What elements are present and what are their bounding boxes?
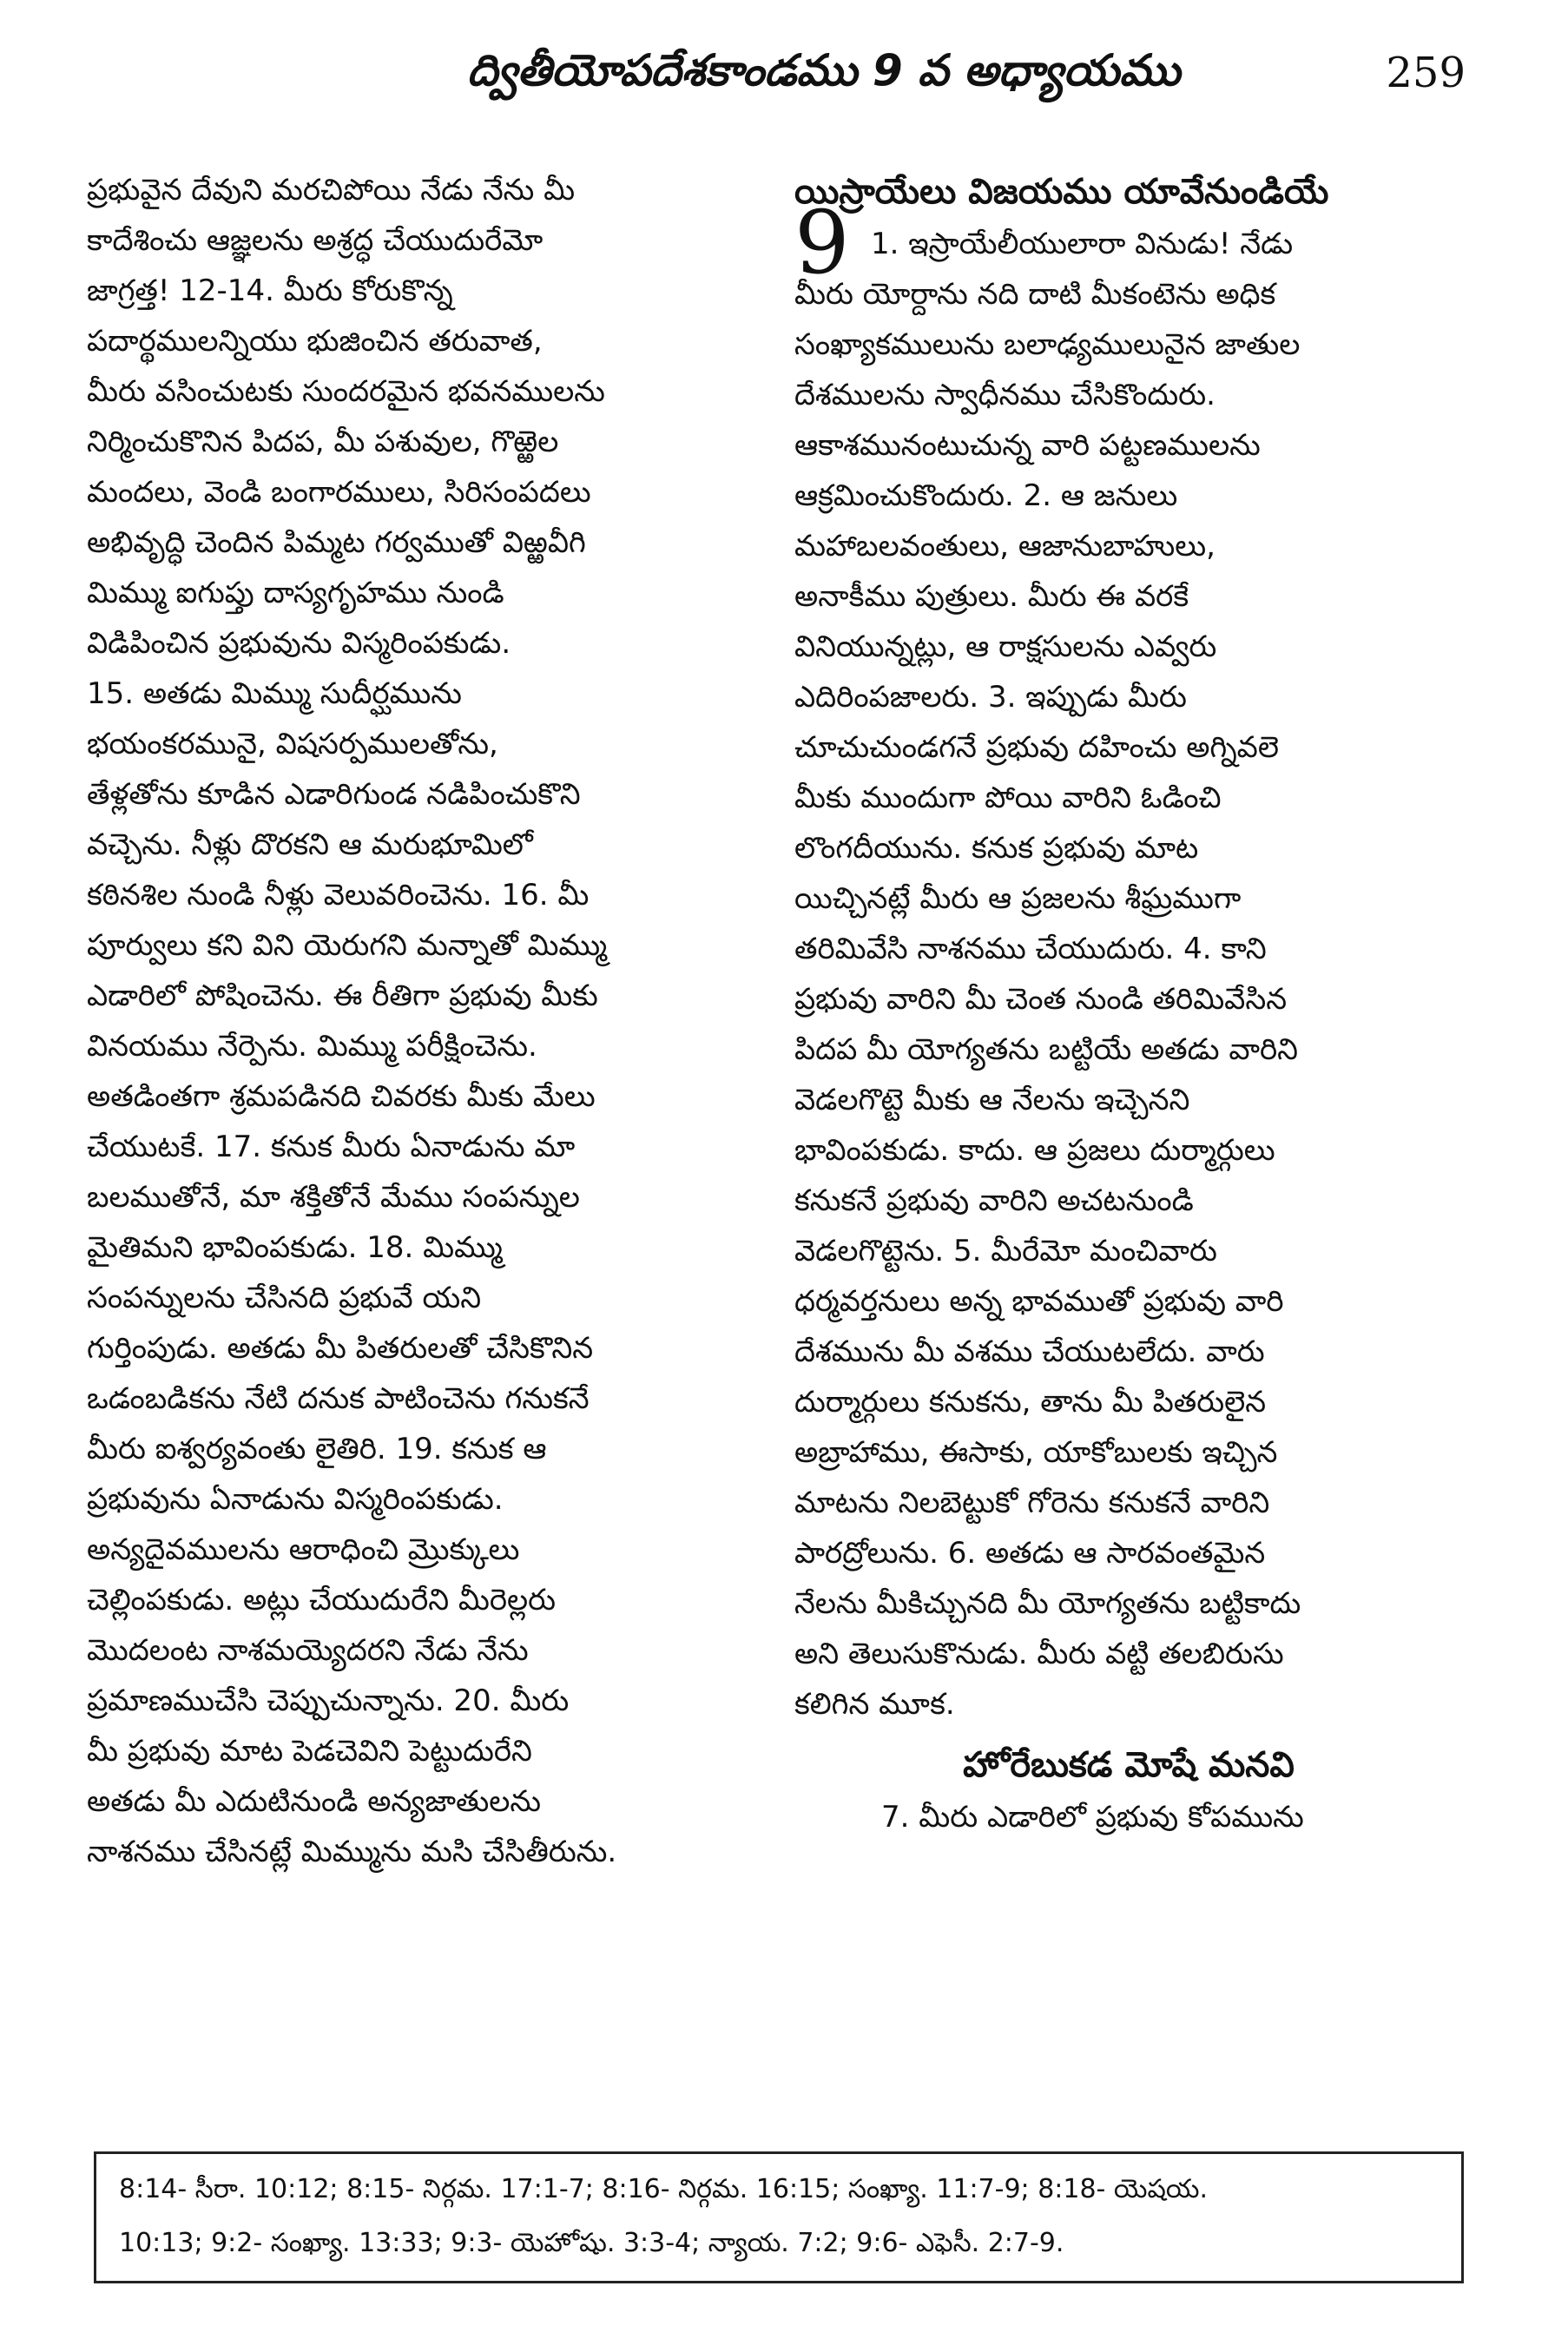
text-line: మాటను నిలబెట్టుకో గోరెను కనుకనే వారిని: [794, 1486, 1270, 1520]
text-line: ఒడంబడికను నేటి దనుక పాటించెను గనుకనే: [87, 1381, 590, 1416]
text-line: బలముతోనే, మా శక్తితోనే మేము సంపన్నుల: [87, 1180, 580, 1215]
text-line: ప్రభువైన దేవుని మరచిపోయి నేడు నేను మీ: [87, 173, 576, 208]
verse-text: 1. ఇస్రాయేలీయులారా వినుడు! నేడు: [871, 227, 1294, 261]
text-line: మీరు ఐశ్వర్యవంతు లైతిరి. 19. కనుక ఆ: [87, 1432, 547, 1466]
text-line: లొంగదీయును. కనుక ప్రభువు మాట: [794, 831, 1199, 866]
text-line: గుర్తింపుడు. అతడు మీ పితరులతో చేసికొనిన: [87, 1331, 594, 1366]
text-line: వినయము నేర్పెను. మిమ్ము పరీక్షించెను.: [87, 1029, 537, 1064]
verse-line: 7. మీరు ఎడారిలో ప్రభువు కోపమును: [881, 1800, 1304, 1835]
text-line: ఎదిరింపజాలరు. 3. ఇప్పుడు మీరు: [794, 680, 1187, 715]
text-line: మీకు ముందుగా పోయి వారిని ఓడించి: [794, 781, 1222, 815]
text-line: అబ్రాహాము, ఈసాకు, యాకోబులకు ఇచ్చిన: [794, 1435, 1278, 1470]
text-line: వచ్చెను. నీళ్లు దొరకని ఆ మరుభూమిలో: [87, 827, 533, 862]
text-line: ఆక్రమించుకొందురు. 2. ఆ జనులు: [794, 478, 1178, 513]
text-line: కలిగిన మూక.: [794, 1687, 955, 1722]
text-line: మహాబలవంతులు, ఆజానుబాహులు,: [794, 529, 1216, 563]
text-line: అతడింతగా శ్రమపడినది చివరకు మీకు మేలు: [87, 1079, 596, 1114]
text-line: చెల్లింపకుడు. అట్లు చేయుదురేని మీరెల్లరు: [87, 1583, 557, 1617]
text-line: పిదప మీ యోగ్యతను బట్టియే అతడు వారిని: [794, 1032, 1299, 1067]
section-heading-victory: యిస్రాయేలు విజయము యావేనుండియే: [794, 172, 1329, 212]
text-line: మందలు, వెండి బంగారములు, సిరిసంపదలు: [87, 475, 591, 510]
text-line: మిమ్ము ఐగుప్తు దాస్యగృహము నుండి: [87, 576, 504, 610]
text-line: సంఖ్యాకములును బలాఢ్యములునైన జాతుల: [794, 327, 1301, 362]
text-line: పూర్వులు కని విని యెరుగని మన్నాతో మిమ్ము: [87, 928, 608, 963]
text-line: నాశనము చేసినట్లే మిమ్మును మసి చేసితీరును.: [87, 1835, 617, 1869]
text-line: మీ ప్రభువు మాట పెడచెవిని పెట్టుదురేని: [87, 1734, 532, 1769]
text-line: ప్రమాణముచేసి చెప్పుచున్నాను. 20. మీరు: [87, 1683, 570, 1718]
page-number: 259: [1386, 49, 1466, 97]
text-line: నేలను మీకిచ్చునది మీ యోగ్యతను బట్టికాదు: [794, 1586, 1301, 1621]
text-line: వినియున్నట్లు, ఆ రాక్షసులను ఎవ్వరు: [794, 629, 1217, 664]
text-line: దేశములను స్వాధీనము చేసికొందురు.: [794, 378, 1216, 412]
text-line: ఆకాశమునంటుచున్న వారి పట్టణములను: [794, 428, 1261, 463]
text-line: నిర్మించుకొనిన పిదప, మీ పశువుల, గొఱ్ఱెల: [87, 425, 559, 459]
text-line: మీరు వసించుటకు సుందరమైన భవనములను: [87, 374, 605, 409]
text-line: ఎడారిలో పోషించెను. ఈ రీతిగా ప్రభువు మీకు: [87, 978, 598, 1013]
footnote-line: 8:14- సీరా. 10:12; 8:15- నిర్గమ. 17:1-7; 8:16- నిర్గమ. 16:15; సంఖ్యా. 11:7-9; 8:18- యెషయ.: [119, 2174, 1209, 2204]
chapter-number: 9: [794, 192, 850, 293]
text-line: యిచ్చినట్లే మీరు ఆ ప్రజలను శీఘ్రముగా: [794, 881, 1242, 916]
text-line: కఠినశిల నుండి నీళ్లు వెలువరించెను. 16. మీ: [87, 878, 590, 912]
text-line: తేళ్లతోను కూడిన ఎడారిగుండ నడిపించుకొని: [87, 777, 581, 812]
text-line: చేయుటకే. 17. కనుక మీరు ఏనాడును మా: [87, 1130, 576, 1164]
text-line: మీరు యోర్దాను నది దాటి మీకంటెను అధిక: [794, 277, 1276, 312]
text-line: అని తెలుసుకొనుడు. మీరు వట్టి తలబిరుసు: [794, 1637, 1284, 1671]
text-line: భావింపకుడు. కాదు. ఆ ప్రజలు దుర్మార్గులు: [794, 1133, 1275, 1168]
left-column: [87, 165, 773, 1877]
text-line: 15. అతడు మిమ్ము సుదీర్ఘమును: [87, 676, 462, 711]
text-line: దుర్మార్గులు కనుకను, తాను మీ పితరులైన: [794, 1385, 1267, 1420]
text-line: అన్యదైవములను ఆరాధించి మ్రొక్కులు: [87, 1532, 520, 1567]
footnote-line: 10:13; 9:2- సంఖ్యా. 13:33; 9:3- యెహోషు. 3:3-4; న్యాయ. 7:2; 9:6- ఎఫెసీ. 2:7-9.: [119, 2228, 1064, 2258]
text-line: పదార్థములన్నియు భుజించిన తరువాత,: [87, 324, 543, 359]
text-line: ప్రభువు వారిని మీ చెంత నుండి తరిమివేసిన: [794, 982, 1288, 1017]
text-line: అభివృద్ధి చెందిన పిమ్మట గర్వముతో విఱ్ఱవీగి: [87, 525, 586, 560]
text-line: కాదేశించు ఆజ్ఞలను అశ్రద్ధ చేయుదురేమో: [87, 223, 544, 258]
text-line: సంపన్నులను చేసినది ప్రభువే యని: [87, 1281, 482, 1315]
text-line: అతడు మీ ఎదుటినుండి అన్యజాతులను: [87, 1784, 541, 1819]
text-line: జాగ్రత్త! 12-14. మీరు కోరుకొన్న: [87, 273, 453, 308]
text-line: కనుకనే ప్రభువు వారిని అచటనుండి: [794, 1183, 1194, 1218]
text-line: దేశమును మీ వశము చేయుటలేదు. వారు: [794, 1334, 1265, 1369]
right-column-body: [794, 269, 1463, 1729]
text-line: మైతిమని భావింపకుడు. 18. మిమ్ము: [87, 1230, 503, 1265]
text-line: మొదలంట నాశమయ్యెదరని నేడు నేను: [87, 1633, 529, 1668]
footnote-box: [94, 2151, 1464, 2283]
text-line: అనాకీము పుత్రులు. మీరు ఈ వరకే: [794, 579, 1189, 614]
text-line: విడిపించిన ప్రభువును విస్మరింపకుడు.: [87, 626, 511, 661]
running-title: ద్వితీయోపదేశకాండము 9 వ అధ్యాయము: [467, 45, 1181, 96]
right-column: [794, 165, 1463, 1842]
text-line: వెడలగొట్టె మీకు ఆ నేలను ఇచ్చెనని: [794, 1083, 1190, 1117]
text-line: ప్రభువును ఏనాడును విస్మరింపకుడు.: [87, 1482, 504, 1517]
text-line: భయంకరమునై, విషసర్పములతోను,: [87, 727, 498, 761]
text-line: చూచుచుండగనే ప్రభువు దహించు అగ్నివలె: [794, 730, 1279, 765]
text-line: తరిమివేసి నాశనము చేయుదురు. 4. కాని: [794, 932, 1267, 966]
running-header: [94, 36, 1466, 115]
text-line: ధర్మవర్తనులు అన్న భావముతో ప్రభువు వారి: [794, 1284, 1284, 1319]
section-heading-horeb: హోరేబుకడ మోషే మనవి: [963, 1745, 1295, 1785]
text-line: వెడలగొట్టెను. 5. మీరేమో మంచివారు: [794, 1234, 1217, 1268]
text-line: పారద్రోలును. 6. అతడు ఆ సారవంతమైన: [794, 1536, 1266, 1571]
